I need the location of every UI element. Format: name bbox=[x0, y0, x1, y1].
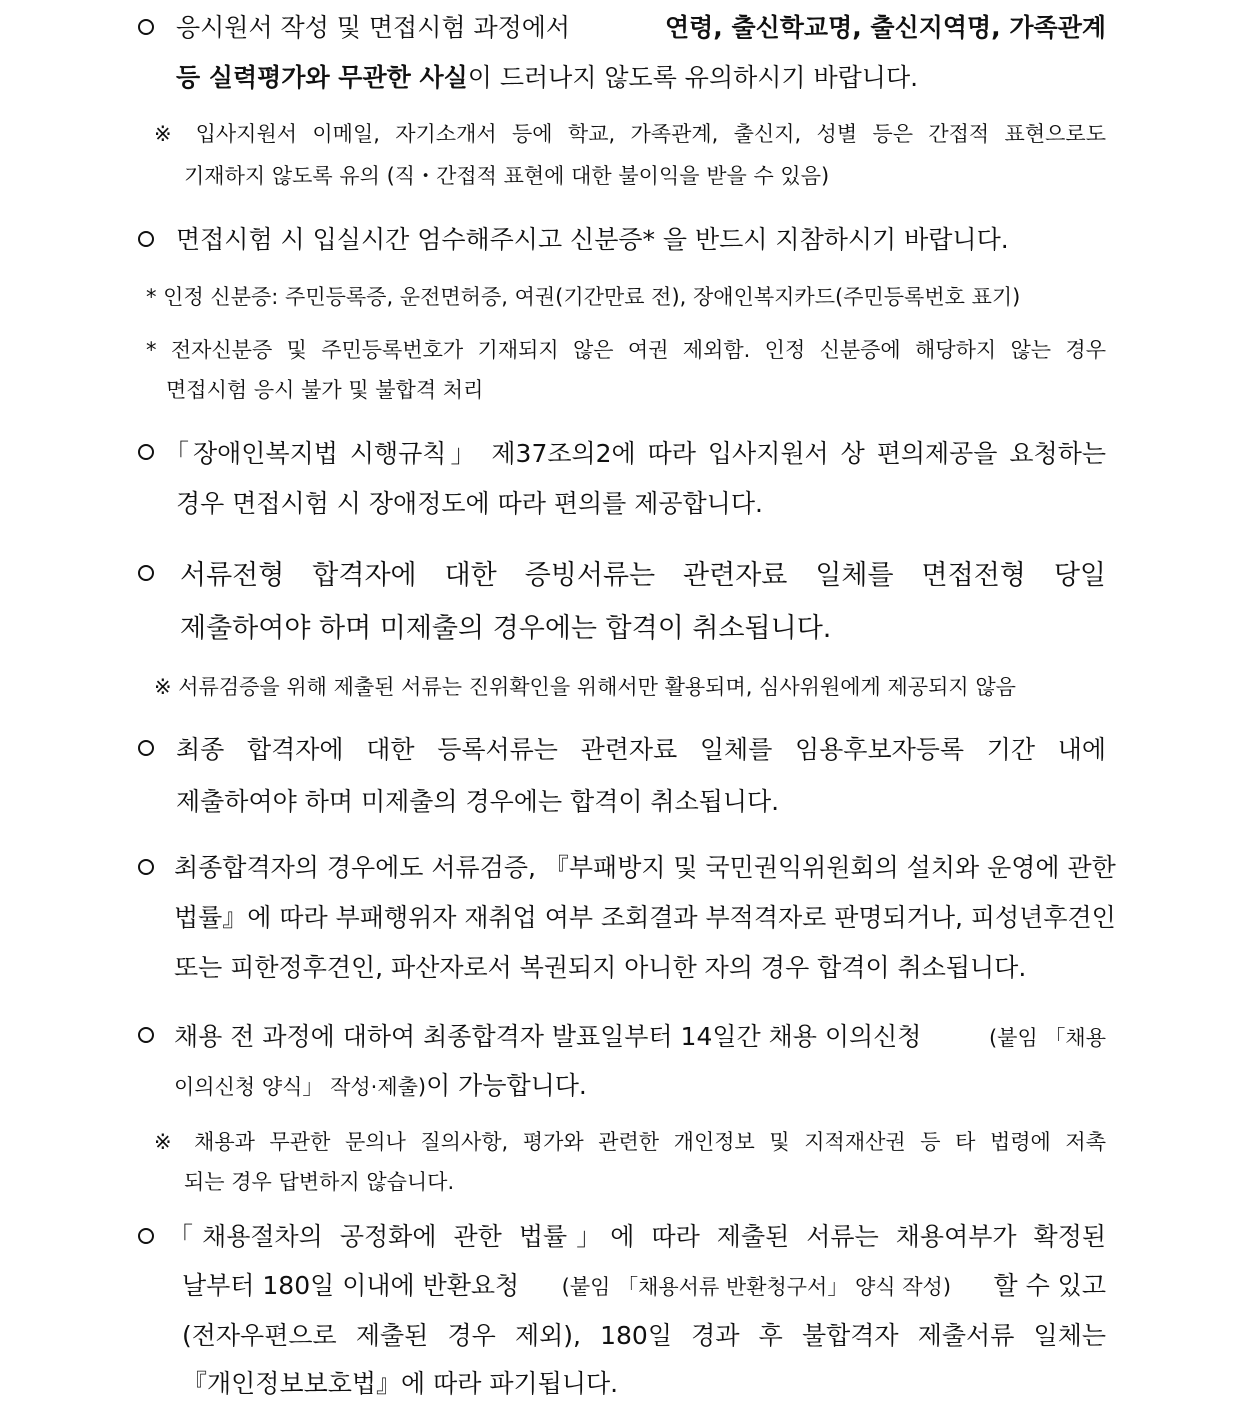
notice-item-3-line-1: 「장애인복지법 시행규칙」 제37조의2에 따라 입사지원서 상 편의제공을 요청하는 bbox=[164, 439, 1106, 468]
notice-item-1-note-line-2: 기재하지 않도록 유의 (직・간접적 표현에 대한 불이익을 받을 수 있음) bbox=[184, 164, 830, 188]
notice-item-8-line-3: (전자우편으로 제출된 경우 제외), 180일 경과 후 불합격자 제출서류 일체는 bbox=[182, 1321, 1106, 1350]
bullet-icon bbox=[138, 444, 154, 460]
notice-item-1-note-line-1: ※ 입사지원서 이메일, 자기소개서 등에 학교, 가족관계, 출신지, 성별 등은 간접적 표현으로도 bbox=[154, 122, 1106, 146]
notice-item-7-note-line-1: ※ 채용과 무관한 문의나 질의사항, 평가와 관련한 개인정보 및 지적재산권 등 타 법령에 저촉 bbox=[154, 1130, 1106, 1154]
bullet-icon bbox=[138, 740, 154, 756]
notice-item-6-line-1: 최종합격자의 경우에도 서류검증, 『부패방지 및 국민권익위원회의 설치와 운영에 관한 bbox=[174, 853, 1116, 882]
bullet-icon bbox=[138, 19, 154, 35]
notice-item-8-line-2: 날부터 180일 이내에 반환요청 (붙임 「채용서류 반환청구서」 양식 작성) 할 수 있고 bbox=[182, 1271, 1106, 1300]
bullet-icon bbox=[138, 1228, 154, 1244]
bullet-icon bbox=[138, 231, 154, 247]
notice-item-8-line-4: 『개인정보보호법』에 따라 파기됩니다. bbox=[182, 1369, 619, 1398]
notice-item-4-note: ※ 서류검증을 위해 제출된 서류는 진위확인을 위해서만 활용되며, 심사위원에게 제공되지 않음 bbox=[154, 675, 1016, 699]
notice-item-5-line-2: 제출하여야 하며 미제출의 경우에는 합격이 취소됩니다. bbox=[176, 787, 780, 816]
id-card-exclusion-note-line-2: 면접시험 응시 불가 및 불합격 처리 bbox=[166, 378, 484, 402]
notice-item-6-line-3: 또는 피한정후견인, 파산자로서 복권되지 아니한 자의 경우 합격이 취소됩니다. bbox=[174, 953, 1027, 982]
notice-item-5-line-1: 최종 합격자에 대한 등록서류는 관련자료 일체를 임용후보자등록 기간 내에 bbox=[176, 735, 1106, 764]
id-card-note: * 인정 신분증: 주민등록증, 운전면허증, 여권(기간만료 전), 장애인복지카드(주민등록번호 표기) bbox=[146, 285, 1021, 309]
bullet-icon bbox=[138, 859, 154, 875]
notice-item-2-line-1: 면접시험 시 입실시간 엄수해주시고 신분증* 을 반드시 지참하시기 바랍니다. bbox=[176, 225, 1009, 254]
notice-item-1-line-2: 등 실력평가와 무관한 사실이 드러나지 않도록 유의하시기 바랍니다. bbox=[176, 63, 919, 92]
notice-item-7-line-2: 이의신청 양식」 작성·제출)이 가능합니다. bbox=[174, 1071, 587, 1100]
bullet-icon bbox=[138, 1027, 154, 1043]
notice-item-4-line-2: 제출하여야 하며 미제출의 경우에는 합격이 취소됩니다. bbox=[180, 613, 832, 644]
notice-item-6-line-2: 법률』에 따라 부패행위자 재취업 여부 조회결과 부적격자로 판명되거나, 피성년후견인 bbox=[174, 903, 1116, 932]
notice-item-7-note-line-2: 되는 경우 답변하지 않습니다. bbox=[184, 1170, 455, 1194]
notice-item-1-line-1: 응시원서 작성 및 면접시험 과정에서 연령, 출신학교명, 출신지역명, 가족관계 bbox=[176, 13, 1106, 42]
bullet-icon bbox=[138, 565, 154, 581]
id-card-exclusion-note-line-1: * 전자신분증 및 주민등록번호가 기재되지 않은 여권 제외함. 인정 신분증에 해당하지 않는 경우 bbox=[146, 338, 1106, 362]
notice-item-4-line-1: 서류전형 합격자에 대한 증빙서류는 관련자료 일체를 면접전형 당일 bbox=[180, 560, 1106, 591]
notice-item-8-line-1: 「채용절차의 공정화에 관한 법률」에 따라 제출된 서류는 채용여부가 확정된 bbox=[168, 1222, 1106, 1251]
notice-item-7-line-1: 채용 전 과정에 대하여 최종합격자 발표일부터 14일간 채용 이의신청 (붙임 「채용 bbox=[174, 1022, 1106, 1051]
notice-item-3-line-2: 경우 면접시험 시 장애정도에 따라 편의를 제공합니다. bbox=[176, 489, 763, 518]
